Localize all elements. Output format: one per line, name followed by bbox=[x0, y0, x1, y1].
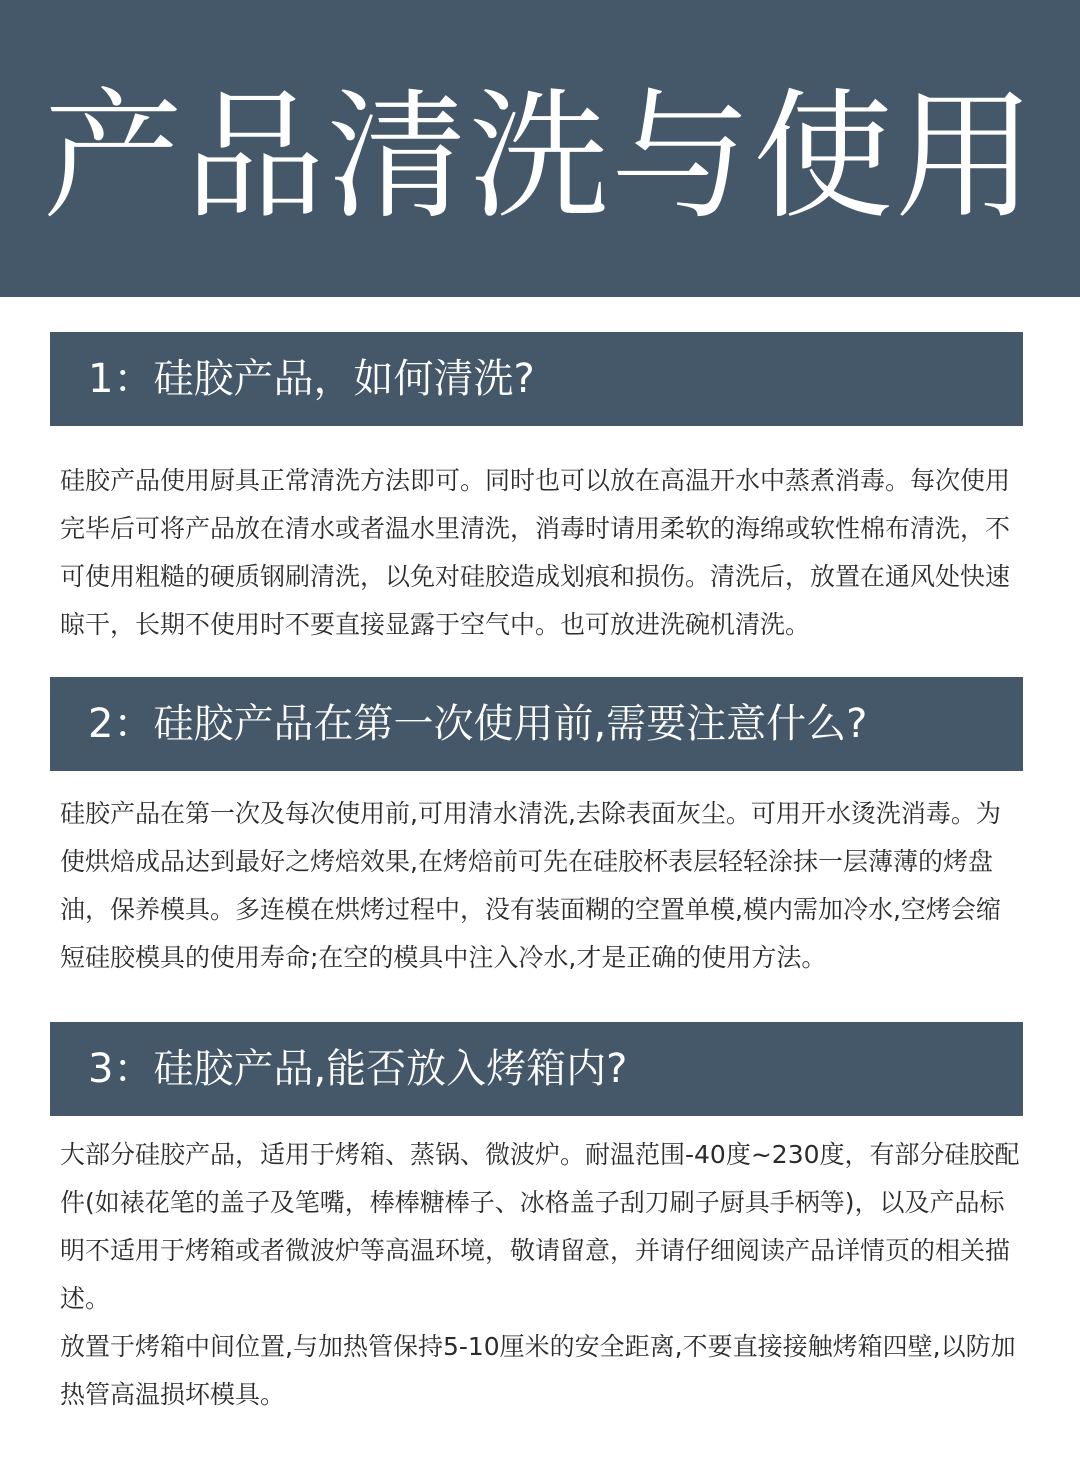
section-2-heading: 2：硅胶产品在第一次使用前,需要注意什么? bbox=[88, 701, 868, 747]
section-2-header bbox=[50, 677, 1023, 771]
section-3-paragraph-2: 放置于烤箱中间位置,与加热管保持5-10厘米的安全距离,不要直接接触烤箱四壁,以防加热管高温损坏模具。 bbox=[60, 1332, 1016, 1409]
section-3-heading: 3：硅胶产品,能否放入烤箱内? bbox=[88, 1046, 628, 1092]
title-banner bbox=[0, 0, 1080, 297]
section-1-body bbox=[60, 457, 1020, 649]
section-2-paragraph: 硅胶产品在第一次及每次使用前,可用清水清洗,去除表面灰尘。可用开水烫洗消毒。为使烘焙成品达到最好之烤焙效果,在烤焙前可先在硅胶杯表层轻轻涂抹一层薄薄的烤盘油，保养模具。多连模在烘烤过程中，没有装面糊的空置单模,模内需加冷水,空烤会缩短硅胶模具的使用寿命;在空的模具中注入冷水,才是正确的使用方法。 bbox=[60, 799, 1001, 972]
section-1-paragraph: 硅胶产品使用厨具正常清洗方法即可。同时也可以放在高温开水中蒸煮消毒。每次使用完毕后可将产品放在清水或者温水里清洗，消毒时请用柔软的海绵或软性棉布清洗，不可使用粗糙的硬质钢刷清洗，以免对硅胶造成划痕和损伤。清洗后，放置在通风处快速晾干，长期不使用时不要直接显露于空气中。也可放进洗碗机清洗。 bbox=[60, 466, 1011, 639]
section-2-body bbox=[60, 790, 1020, 982]
section-3-header bbox=[50, 1022, 1023, 1116]
section-3-body bbox=[60, 1131, 1020, 1419]
section-3-paragraph-1: 大部分硅胶产品，适用于烤箱、蒸锅、微波炉。耐温范围-40度~230度，有部分硅胶配件(如裱花笔的盖子及笔嘴，棒棒糖棒子、冰格盖子刮刀刷子厨具手柄等)，以及产品标明不适用于烤箱或者微波炉等高温环境，敬请留意，并请仔细阅读产品详情页的相关描述。 bbox=[60, 1140, 1020, 1313]
page-title: 产品清洗与使用 bbox=[42, 76, 1037, 239]
section-1-header bbox=[50, 332, 1023, 426]
section-1-heading: 1：硅胶产品，如何清洗? bbox=[88, 356, 535, 402]
